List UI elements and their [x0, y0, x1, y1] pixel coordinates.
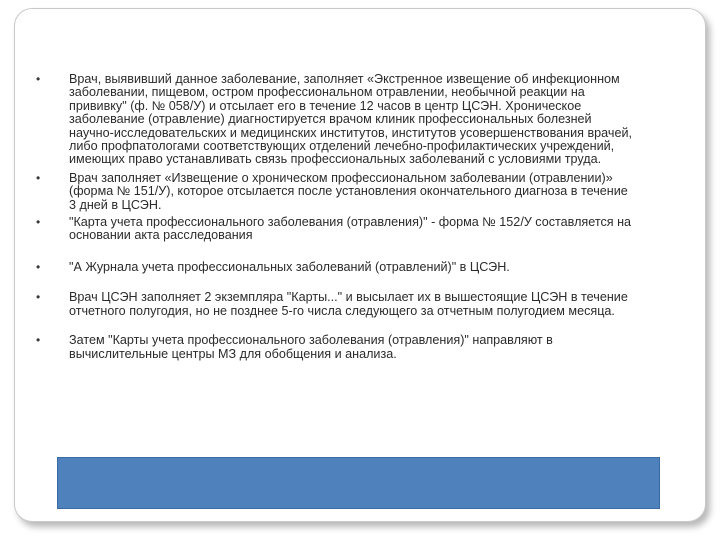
bullet-dot: •: [36, 72, 41, 86]
bullet-dot: •: [36, 290, 41, 305]
bullet-dot: •: [36, 333, 41, 348]
bullet-list: [36, 73, 636, 361]
bullet-item-4: [36, 261, 636, 274]
bullet-dot: •: [36, 259, 41, 274]
bullet-text: Затем "Карты учета профессионального заболевания (отравления)" направляют в вычислительные центры МЗ для обобщения и анализа.: [69, 333, 553, 361]
bullet-text: Врач заполняет «Извещение о хроническом профессиональном заболевании (отравлении)» (форма № 151/У), которое отсылается после установления окончательного диагноза в течение 3 дней в ЦСЭН.: [69, 170, 628, 212]
bullet-item-3: [36, 216, 636, 243]
bullet-item-1: [36, 73, 636, 167]
bullet-item-2: [36, 172, 636, 212]
bullet-dot: •: [36, 215, 41, 230]
bullet-text: Врач ЦСЭН заполняет 2 экземпляра "Карты..." и высылает их в вышестоящие ЦСЭН в течение отчетного полугодия, но не позднее 5-го числа следующего за отчетным полугодием месяца.: [69, 290, 628, 318]
bullet-text: "А Журнала учета профессиональных заболеваний (отравлений)" в ЦСЭН.: [69, 259, 510, 274]
bullet-item-5: [36, 291, 636, 318]
bullet-text: "Карта учета профессионального заболевания (отравления)" - форма № 152/У составляется на основании акта расследования: [69, 215, 632, 243]
bullet-text: Врач, выявивший данное заболевание, заполняет «Экстренное извещение об инфекционном заболевании, пищевом, остром профессиональном отравлении, необычной реакции на прививку" (ф. № 058/У) и отсылает его в течение 12 часов в центр ЦСЭН. Хроническое заболевание (отравление) диагностируется врачом клиник профессиональных болезней научно-исследовательских и медицинских институтов, институтов усовершенствования врачей, либо профпатологами соответствующих отделений лечебно-профилактических учреждений, имеющих право устанавливать связь профессиональных заболеваний с условиями труда.: [69, 72, 633, 167]
bullet-dot: •: [36, 170, 41, 185]
blue-banner: [57, 457, 660, 509]
bullet-item-6: [36, 334, 636, 361]
